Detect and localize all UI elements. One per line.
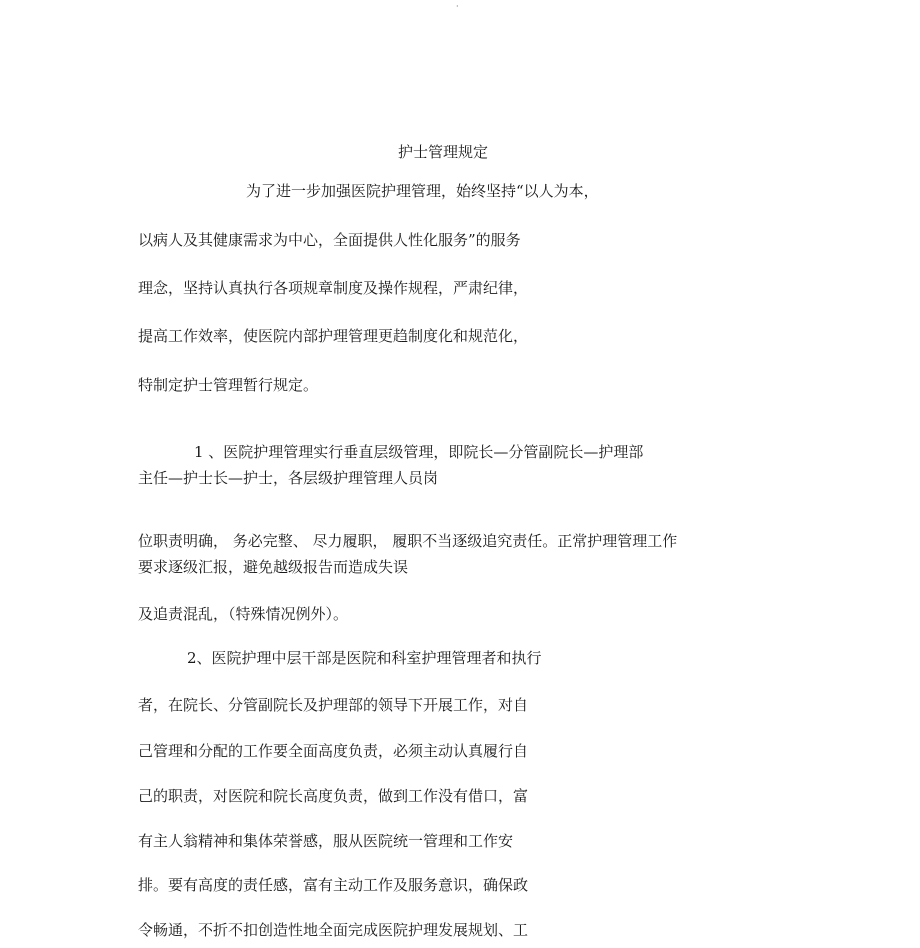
- paragraph-line: 特制定护士管理暂行规定。: [138, 376, 319, 394]
- paragraph-line: 要求逐级汇报，避免越级报告而造成失误: [138, 558, 409, 576]
- document-title: 护士管理规定: [398, 143, 489, 161]
- paragraph-line: 1 、医院护理管理实行垂直层级管理，即院长—分管副院长—护理部: [194, 443, 644, 461]
- paragraph-line: 令畅通，不折不扣创造性地全面完成医院护理发展规划、工: [138, 921, 529, 939]
- paragraph-line: 2、医院护理中层干部是医院和科室护理管理者和执行: [187, 649, 542, 667]
- paragraph-line: 排。要有高度的责任感，富有主动工作及服务意识，确保政: [138, 876, 529, 894]
- paragraph-line: 己的职责，对医院和院长高度负责，做到工作没有借口，富: [138, 787, 529, 805]
- paragraph-line: 提高工作效率，使医院内部护理管理更趋制度化和规范化，: [138, 327, 529, 345]
- paragraph-line: 理念，坚持认真执行各项规章制度及操作规程，严肃纪律，: [138, 279, 529, 297]
- paragraph-line: 有主人翁精神和集体荣誉感，服从医院统一管理和工作安: [138, 832, 514, 850]
- header-mark: ·: [456, 2, 459, 11]
- paragraph-line: 为了进一步加强医院护理管理，始终坚持“以人为本，: [246, 182, 599, 200]
- paragraph-line: 己管理和分配的工作要全面高度负责，必须主动认真履行自: [138, 742, 529, 760]
- paragraph-line: 及追责混乱，（特殊情况例外）。: [138, 605, 349, 623]
- paragraph-line: 者，在院长、分管副院长及护理部的领导下开展工作，对自: [138, 696, 529, 714]
- paragraph-line: 位职责明确， 务必完整、 尽力履职， 履职不当逐级追究责任。正常护理管理工作: [138, 532, 678, 550]
- paragraph-line: 以病人及其健康需求为中心，全面提供人性化服务”的服务: [138, 231, 521, 249]
- paragraph-line: 主任—护士长—护士，各层级护理管理人员岗: [138, 469, 439, 487]
